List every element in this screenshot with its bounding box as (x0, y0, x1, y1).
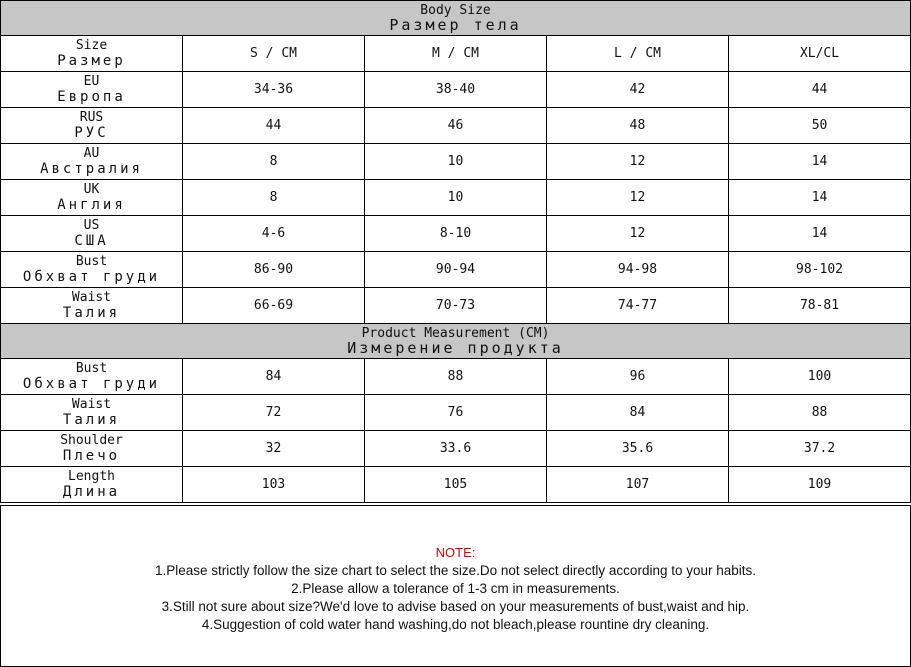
size-value-cell: 42 (547, 72, 729, 108)
row-label (1, 108, 183, 144)
section-title-ru: Размер тела (389, 16, 522, 34)
table-row (1, 431, 911, 467)
row-label-ru: Талия (62, 412, 121, 428)
row-label-ru: США (74, 233, 109, 249)
size-value-cell: 50 (729, 108, 911, 144)
row-label (1, 216, 183, 252)
table-row (1, 288, 911, 324)
size-value-cell: 98-102 (729, 252, 911, 288)
row-label-en: Waist (71, 290, 112, 305)
size-header-row (1, 36, 911, 72)
row-label (1, 36, 183, 72)
row-label-en: Length (68, 469, 115, 484)
table-row (1, 252, 911, 288)
row-label-en: US (83, 218, 100, 233)
row-label (1, 467, 183, 503)
size-value-cell: 8 (183, 144, 365, 180)
row-label-en: RUS (79, 110, 104, 125)
row-label-ru: Англия (57, 197, 126, 213)
row-label (1, 395, 183, 431)
size-value-cell: 48 (547, 108, 729, 144)
size-value-cell: 94-98 (547, 252, 729, 288)
row-label-en: AU (83, 146, 100, 161)
section-header-product-measurement (1, 324, 911, 359)
row-label-ru: Длина (62, 484, 121, 500)
note-line: 2.Please allow a tolerance of 1-3 cm in measurements. (291, 581, 620, 596)
section-title-en: Product Measurement (CM) (361, 326, 550, 341)
size-value-cell: 10 (365, 180, 547, 216)
note-line: 3.Still not sure about size?We'd love to advise based on your measurements of bust,waist and hip. (161, 599, 750, 614)
size-value-cell: 100 (729, 359, 911, 395)
row-label-ru: Обхват груди (22, 376, 161, 392)
row-label-en: UK (83, 182, 100, 197)
size-value-cell: 35.6 (547, 431, 729, 467)
size-value-cell: 33.6 (365, 431, 547, 467)
row-label-en: Waist (71, 397, 112, 412)
table-row (1, 467, 911, 503)
row-label-ru: Талия (62, 305, 121, 321)
row-label (1, 252, 183, 288)
size-value-cell: 86-90 (183, 252, 365, 288)
note-line: 4.Suggestion of cold water hand washing,do not bleach,please rountine dry cleaning. (201, 617, 710, 632)
size-value-cell: 103 (183, 467, 365, 503)
row-label-ru: Обхват груди (22, 269, 161, 285)
size-value-cell: 38-40 (365, 72, 547, 108)
size-value-cell: 84 (547, 395, 729, 431)
size-value-cell: 72 (183, 395, 365, 431)
table-row (1, 359, 911, 395)
size-value-cell: 88 (365, 359, 547, 395)
note-box (0, 505, 911, 667)
section-title-cell (1, 1, 911, 36)
size-value-cell: 8-10 (365, 216, 547, 252)
row-label-ru: РУС (74, 125, 109, 141)
section-title-cell (1, 324, 911, 359)
row-label-ru: Европа (57, 89, 126, 105)
row-label-ru: Австралия (40, 161, 143, 177)
row-label-en: Size (75, 38, 108, 53)
table-row (1, 144, 911, 180)
table-row (1, 395, 911, 431)
size-value-cell: 84 (183, 359, 365, 395)
row-label-en: Bust (75, 361, 108, 376)
size-value-cell: 34-36 (183, 72, 365, 108)
size-value-cell: 66-69 (183, 288, 365, 324)
size-value-cell: 12 (547, 144, 729, 180)
note-line: 1.Please strictly follow the size chart to select the size.Do not select directly according to your habits. (154, 563, 757, 578)
column-header: M / CM (365, 36, 547, 72)
row-label (1, 72, 183, 108)
section-title-ru: Измерение продукта (347, 339, 564, 357)
size-value-cell: 4-6 (183, 216, 365, 252)
row-label-en: Bust (75, 254, 108, 269)
size-value-cell: 88 (729, 395, 911, 431)
size-value-cell: 107 (547, 467, 729, 503)
note-content (1, 544, 910, 634)
size-value-cell: 109 (729, 467, 911, 503)
row-label (1, 431, 183, 467)
size-value-cell: 44 (183, 108, 365, 144)
size-value-cell: 78-81 (729, 288, 911, 324)
table-row (1, 216, 911, 252)
size-value-cell: 14 (729, 216, 911, 252)
size-value-cell: 32 (183, 431, 365, 467)
table-row (1, 180, 911, 216)
size-value-cell: 10 (365, 144, 547, 180)
row-label-en: EU (83, 74, 100, 89)
table-row (1, 108, 911, 144)
size-value-cell: 76 (365, 395, 547, 431)
note-title: NOTE: (435, 545, 476, 560)
table-row (1, 72, 911, 108)
size-value-cell: 74-77 (547, 288, 729, 324)
row-label (1, 359, 183, 395)
size-value-cell: 90-94 (365, 252, 547, 288)
size-value-cell: 70-73 (365, 288, 547, 324)
size-table-body (1, 1, 911, 503)
size-value-cell: 12 (547, 180, 729, 216)
size-value-cell: 8 (183, 180, 365, 216)
size-value-cell: 37.2 (729, 431, 911, 467)
size-value-cell: 14 (729, 144, 911, 180)
column-header: XL/CL (729, 36, 911, 72)
row-label-ru: Плечо (62, 448, 121, 464)
size-value-cell: 105 (365, 467, 547, 503)
size-value-cell: 44 (729, 72, 911, 108)
row-label (1, 288, 183, 324)
section-title-en: Body Size (420, 3, 491, 18)
size-value-cell: 14 (729, 180, 911, 216)
column-header: S / CM (183, 36, 365, 72)
size-value-cell: 12 (547, 216, 729, 252)
row-label (1, 180, 183, 216)
column-header: L / CM (547, 36, 729, 72)
section-header-body-size (1, 1, 911, 36)
row-label-ru: Размер (57, 53, 126, 69)
row-label-en: Shoulder (60, 433, 123, 448)
size-value-cell: 46 (365, 108, 547, 144)
size-value-cell: 96 (547, 359, 729, 395)
row-label (1, 144, 183, 180)
